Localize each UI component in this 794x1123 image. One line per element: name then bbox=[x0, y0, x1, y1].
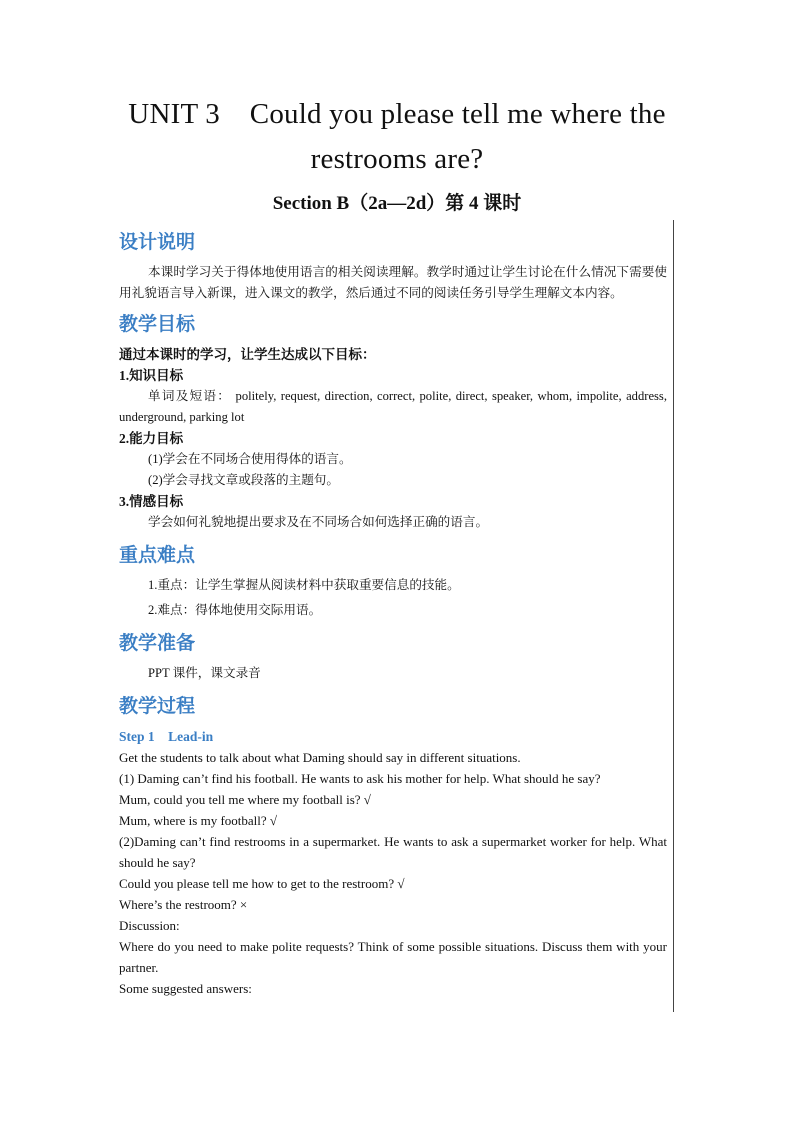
unit-title-line1: UNIT 3 Could you please tell me where the bbox=[128, 98, 666, 130]
process-line: Could you please tell me how to get to the restroom? √ bbox=[119, 876, 405, 891]
key-point-item: 1.重点：让学生掌握从阅读材料中获取重要信息的技能。 bbox=[148, 578, 460, 592]
process-line: (1) Daming can’t find his football. He wants to ask his mother for help. What should he say? bbox=[119, 771, 601, 786]
process-line: Discussion: bbox=[119, 918, 180, 933]
process-line: Where’s the restroom? × bbox=[119, 897, 248, 912]
step-title: Step 1 Lead-in bbox=[119, 729, 214, 744]
section-subtitle: Section B（2a—2d）第 4 课时 bbox=[272, 193, 522, 214]
process-line: Where do you need to make polite requests? Think of some possible situations. Discuss them with your partner. bbox=[119, 939, 667, 975]
process-line: (2)Daming can’t find restrooms in a supermarket. He wants to ask a supermarket worker for help. What should he say? bbox=[119, 834, 667, 870]
design-heading: 设计说明 bbox=[119, 231, 196, 253]
ability-title: 2.能力目标 bbox=[119, 431, 184, 446]
margin-rule bbox=[673, 220, 674, 1012]
process-line: Get the students to talk about what Daming should say in different situations. bbox=[119, 750, 521, 765]
ability-item: (2)学会寻找文章或段落的主题句。 bbox=[148, 473, 339, 487]
key-points-heading: 重点难点 bbox=[119, 544, 196, 566]
knowledge-title: 1.知识目标 bbox=[119, 368, 184, 383]
emotion-title: 3.情感目标 bbox=[119, 494, 184, 509]
ability-item: (1)学会在不同场合使用得体的语言。 bbox=[148, 452, 352, 466]
process-line: Some suggested answers: bbox=[119, 981, 252, 996]
goals-heading: 教学目标 bbox=[119, 313, 196, 335]
process-line: Mum, where is my football? √ bbox=[119, 813, 278, 828]
goals-intro: 通过本课时的学习，让学生达成以下目标： bbox=[119, 347, 376, 362]
key-point-item: 2.难点：得体地使用交际用语。 bbox=[148, 603, 322, 617]
design-text: 本课时学习关于得体地使用语言的相关阅读理解。教学时通过让学生讨论在什么情况下需要使用礼貌语言导入新课，进入课文的教学，然后通过不同的阅读任务引导学生理解文本内容。 bbox=[119, 265, 667, 300]
unit-title-line2: restrooms are? bbox=[310, 143, 484, 175]
process-line: Mum, could you tell me where my football is? √ bbox=[119, 792, 371, 807]
prep-text: PPT 课件，课文录音 bbox=[148, 666, 261, 680]
lesson-content bbox=[119, 228, 667, 999]
emotion-text: 学会如何礼貌地提出要求及在不同场合如何选择正确的语言。 bbox=[148, 515, 489, 529]
prep-heading: 教学准备 bbox=[119, 632, 196, 654]
process-heading: 教学过程 bbox=[119, 695, 196, 717]
knowledge-text: 单词及短语： politely, request, direction, correct, polite, direct, speaker, whom, impolite, address, underground, parking lot bbox=[119, 389, 667, 424]
